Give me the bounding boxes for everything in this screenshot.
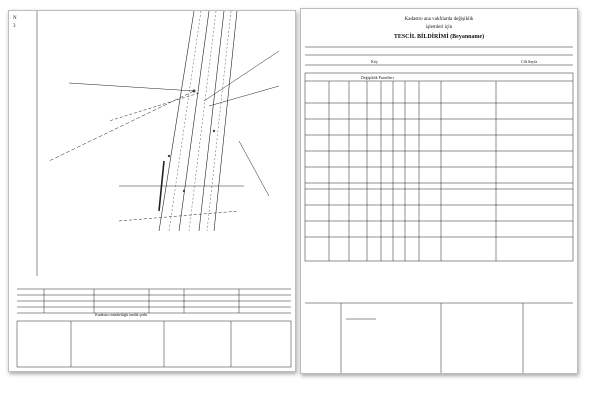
approval-title: Kadastro müdürlüğü tasdik şerhi <box>95 312 148 317</box>
col-village: Köy <box>371 59 378 64</box>
sheet-number: 3 <box>13 24 16 29</box>
form-title: TESCİL BİLDİRİMİ (Beyanname) <box>393 34 485 40</box>
form-header-line1: Kadastro ana vakfılarda değişiklik <box>404 17 474 22</box>
left-sheet-sketch-map <box>8 10 296 372</box>
north-label: N <box>13 16 17 21</box>
parcel-sketch <box>9 11 295 371</box>
section-label: Değişiklik Parselleri <box>361 75 394 80</box>
form-header-line2: işlemleri için <box>425 25 453 30</box>
right-sheet-declaration-form <box>300 8 578 374</box>
col-volume-page: Cilt Sayfa <box>521 59 538 64</box>
